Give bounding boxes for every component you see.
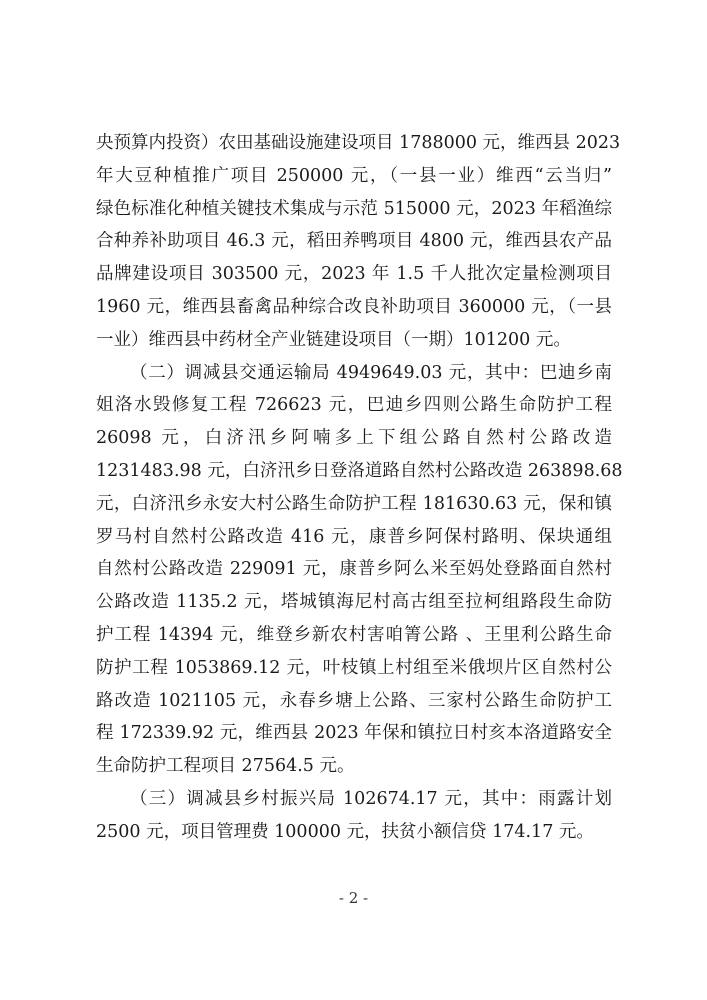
text-line: 元，白济汛乡永安大村公路生命防护工程 181630.63 元，保和镇	[96, 493, 612, 514]
text-line: 1960 元，维西县畜禽品种综合改良补助项目 360000 元，（一县	[96, 296, 612, 317]
text-line: 生命防护工程项目 27564.5 元。	[96, 756, 355, 777]
text-line: 年大豆种植推广项目 250000 元，（一县一业）维西“云当归”	[96, 165, 612, 186]
body-text	[96, 127, 623, 849]
text-line: 公路改造 1135.2 元，塔城镇海尼村高古组至拉柯组路段生命防	[96, 592, 612, 613]
paragraph-transport-bureau	[96, 357, 623, 783]
paragraph-rural-revitalization-bureau	[96, 783, 612, 849]
text-line: 路改造 1021105 元，永春乡塘上公路、三家村公路生命防护工	[96, 690, 612, 711]
page-number: - 2 -	[338, 889, 369, 907]
text-line: 一业）维西县中药材全产业链建设项目（一期）101200 元。	[96, 329, 571, 350]
text-line: 护工程 14394 元，维登乡新农村害咱箐公路 、王里利公路生命	[96, 624, 612, 645]
text-line: 央预算内投资）农田基础设施建设项目 1788000 元，维西县 2023	[96, 133, 621, 153]
text-line: 自然村公路改造 229091 元，康普乡阿么米至妈处登路面自然村	[96, 559, 612, 580]
text-line: 姐洛水毁修复工程 726623 元，巴迪乡四则公路生命防护工程	[96, 395, 612, 416]
text-line: 程 172339.92 元，维西县 2023 年保和镇拉日村亥本洛道路安全	[96, 723, 612, 744]
text-line: （三）调减县乡村振兴局 102674.17 元，其中：雨露计划	[130, 788, 612, 809]
paragraph-agriculture-projects	[96, 127, 621, 357]
text-line: 品牌建设项目 303500 元，2023 年 1.5 千人批次定量检测项目	[96, 264, 612, 285]
text-line: （二）调减县交通运输局 4949649.03 元，其中：巴迪乡南	[130, 362, 612, 383]
text-line: 26098 元，白济汛乡阿喃多上下组公路自然村公路改造	[96, 428, 612, 449]
text-line: 防护工程 1053869.12 元，叶枝镇上村组至米俄坝片区自然村公	[96, 657, 612, 678]
text-line: 合种养补助项目 46.3 元，稻田养鸭项目 4800 元，维西县农产品	[96, 231, 612, 252]
text-line: 绿色标准化种植关键技术集成与示范 515000 元，2023 年稻渔综	[96, 198, 612, 219]
text-line: 罗马村自然村公路改造 416 元，康普乡阿保村路明、保块通组	[96, 526, 612, 547]
text-line: 1231483.98 元，白济汛乡日登洛道路自然村公路改造 263898.68	[96, 460, 623, 481]
text-line: 2500 元，项目管理费 100000 元，扶贫小额信贷 174.17 元。	[96, 821, 594, 842]
